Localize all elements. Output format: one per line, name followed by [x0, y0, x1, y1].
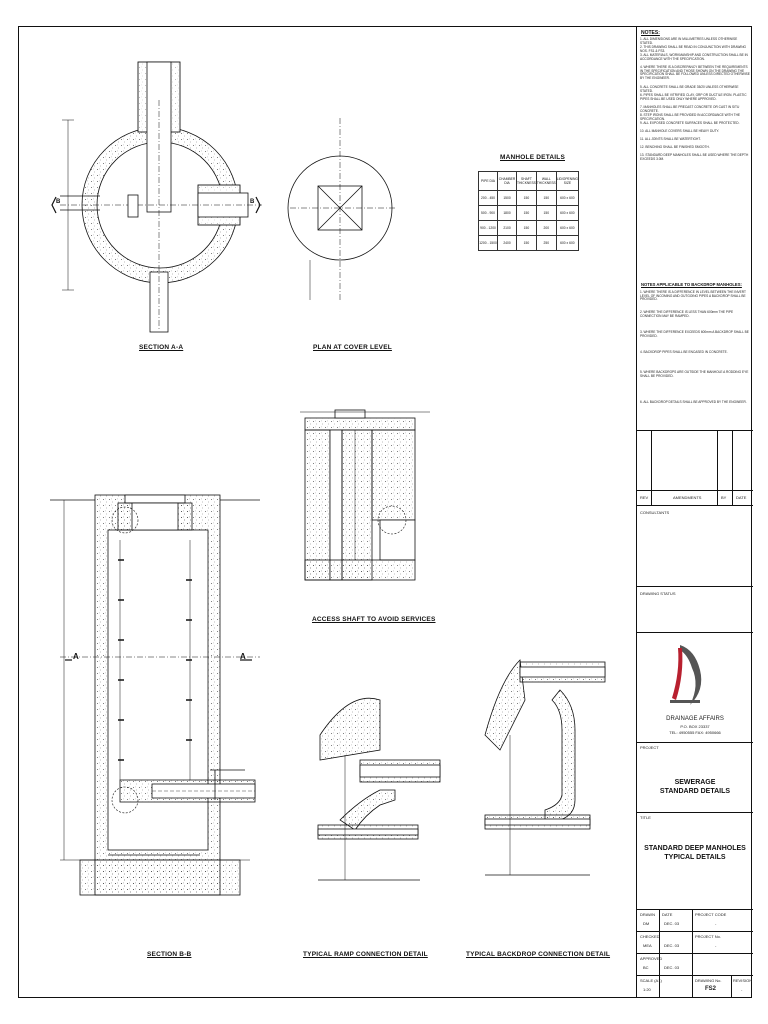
note-item: 5. ALL CONCRETE SHALL BE GRADE 35/20 UNLESS OTHERWISE STATED.: [640, 85, 739, 93]
backdrop-detail-label: TYPICAL BACKDROP CONNECTION DETAIL: [466, 951, 611, 958]
divider: [637, 975, 753, 976]
divider: [637, 505, 753, 506]
divider: [692, 909, 693, 998]
checked-label: CHECKED: [640, 934, 660, 939]
divider: [732, 430, 733, 505]
plan-cover-label: PLAN AT COVER LEVEL: [313, 344, 392, 351]
amendments-header: AMENDMENTS: [673, 495, 702, 500]
divider: [651, 430, 652, 505]
divider: [637, 742, 753, 743]
table-cell: 500 - 900: [479, 206, 498, 221]
divider: [637, 586, 753, 587]
po-box: P.O. BOX 23337: [680, 724, 710, 729]
access-shaft-drawing: [300, 410, 430, 580]
ramp-detail-label: TYPICAL RAMP CONNECTION DETAIL: [303, 951, 428, 958]
note-item: 4. WHERE THERE IS A DISCREPANCY BETWEEN THE REQUIREMENTS IN THE SPECIFICATION AND THOSE SHOWN ON THE DRAWING THE SPECIFICATION SHALL BE FOLLOWED UNLESS DIRECTED OTHERWISE BY THE ENGINEER.: [640, 65, 750, 81]
table-cell: 150: [517, 206, 537, 221]
backdrop-notes-title: NOTES APPLICABLE TO BACKDROP MANHOLES:: [641, 282, 742, 287]
note-item: 2. THIS DRAWING SHALL BE READ IN CONJUNCTION WITH DRAWING NOS. FS1 & FS3.: [640, 45, 747, 53]
divider: [637, 490, 753, 491]
backdrop-note-item: 2. WHERE THE DIFFERENCE IS LESS THAN 600mm THE PIPE CONNECTION MAY BE RAMPED.: [640, 310, 734, 318]
section-marker-a-right: A: [240, 652, 246, 661]
backdrop-note-item: 3. WHERE THE DIFFERENCE EXCEEDS 600mm A BACKDROP SHALL BE PROVIDED.: [640, 330, 749, 338]
date-header: DATE: [736, 495, 747, 500]
table-cell: 1800: [498, 206, 517, 221]
table-cell: 600 x 600: [556, 206, 578, 221]
section-bb-drawing: [50, 495, 260, 895]
by-header: BY: [721, 495, 727, 500]
table-cell: 150: [517, 221, 537, 236]
consultants-label: CONSULTANTS: [640, 510, 670, 515]
project-line1: SEWERAGE: [674, 779, 716, 786]
table-cell: 1200 - 1500: [479, 236, 498, 251]
note-item: 10. ALL MANHOLE COVERS SHALL BE HEAVY DUTY.: [640, 129, 720, 133]
divider: [717, 430, 718, 505]
revision-value: -: [741, 987, 743, 992]
table-row: [479, 221, 579, 236]
divider: [637, 953, 753, 954]
divider: [731, 975, 732, 998]
section-marker-a-left: A: [73, 652, 79, 661]
table-cell: 250: [536, 236, 556, 251]
table-header-cell: WALL THICKNESS: [536, 172, 556, 191]
ramp-connection-drawing: [318, 698, 440, 880]
table-header-cell: PIPE DIA: [479, 172, 498, 191]
project-line2: STANDARD DETAILS: [659, 788, 731, 795]
drawing-no-label: DRAWING No.: [695, 978, 722, 983]
title-line2: TYPICAL DETAILS: [664, 854, 726, 861]
note-item: 9. ALL EXPOSED CONCRETE SURFACES SHALL BE PROTECTED.: [640, 121, 740, 125]
table-cell: 600 x 600: [556, 236, 578, 251]
note-item: 13. STANDARD DEEP MANHOLES SHALL BE USED WHERE THE DEPTH EXCEEDS 3.0M.: [640, 153, 749, 161]
table-row: [479, 236, 579, 251]
table-cell: 200 - 450: [479, 191, 498, 206]
project-no-label: PROJECT No.: [695, 934, 721, 939]
table-cell: 600 x 600: [556, 191, 578, 206]
approved-label: APPROVED: [640, 956, 663, 961]
section-marker-b-left: B: [56, 199, 61, 205]
note-item: 11. ALL JOINTS SHALL BE WATERTIGHT.: [640, 137, 701, 141]
revision-label: REVISION: [733, 978, 753, 983]
drawing-status-label: DRAWING STATUS: [640, 591, 676, 596]
plan-cover-drawing: [288, 118, 396, 300]
note-item: 7. MANHOLES SHALL BE PRECAST CONCRETE OR CAST IN SITU CONCRETE.: [640, 105, 740, 113]
table-cell: 150: [536, 206, 556, 221]
note-item: 8. STEP IRONS SHALL BE PROVIDED IN ACCORDANCE WITH THE SPECIFICATION.: [640, 113, 741, 121]
table-cell: 200: [536, 221, 556, 236]
rev-header: REV: [640, 495, 649, 500]
project-no-value: -: [715, 943, 717, 948]
scale-value: 1:20: [643, 987, 651, 992]
table-cell: 2400: [498, 236, 517, 251]
manhole-details-table: [478, 171, 579, 251]
scale-label: SCALE (A1): [640, 978, 662, 983]
table-header-cell: CHAMBER DIA: [498, 172, 517, 191]
section-aa-drawing: [52, 62, 262, 332]
table-row: [479, 191, 579, 206]
table-header-row: [479, 172, 579, 191]
table-cell: 1500: [498, 191, 517, 206]
project-label: PROJECT: [640, 745, 659, 750]
note-item: 12. BENCHING SHALL BE FINISHED SMOOTH.: [640, 145, 710, 149]
date-label: DATE: [662, 912, 673, 917]
date-value: DEC. 03: [664, 921, 680, 926]
table-cell: 150: [517, 236, 537, 251]
access-shaft-label: ACCESS SHAFT TO AVOID SERVICES: [312, 616, 436, 623]
manhole-details-label: MANHOLE DETAILS: [500, 154, 565, 161]
divider: [637, 931, 753, 932]
approved-value: BC: [643, 965, 649, 970]
drawn-label: DRAWN: [640, 912, 655, 917]
divider: [637, 812, 753, 813]
divider: [637, 632, 753, 633]
checked-value: MEA: [643, 943, 652, 948]
note-item: 1. ALL DIMENSIONS ARE IN MILLIMETRES UNLESS OTHERWISE STATED.: [640, 37, 738, 45]
divider: [637, 430, 753, 431]
table-row: [479, 206, 579, 221]
table-cell: 150: [536, 191, 556, 206]
title-line1: STANDARD DEEP MANHOLES: [644, 845, 746, 852]
notes-title: NOTES:: [641, 30, 660, 36]
table-header-cell: LID/OPENING SIZE: [556, 172, 578, 191]
drawing-no-value: FS2: [705, 986, 717, 992]
org-name: DRAINAGE AFFAIRS: [666, 716, 724, 722]
title-label: TITLE: [640, 815, 651, 820]
section-marker-b-right: B: [250, 199, 255, 205]
project-code-label: PROJECT CODE: [695, 912, 727, 917]
note-item: 3. ALL MATERIALS, WORKMANSHIP AND CONSTRUCTION SHALL BE IN ACCORDANCE WITH THE SPECIFICATION.: [640, 53, 748, 61]
drawn-value: DM: [643, 921, 650, 926]
table-cell: 150: [517, 191, 537, 206]
project-code-value: -: [715, 921, 717, 926]
backdrop-connection-drawing: [485, 660, 605, 875]
backdrop-note-item: 1. WHERE THERE IS A DIFFERENCE IN LEVEL BETWEEN THE INVERT LEVEL OF INCOMING AND OUTGOING PIPES A BACKDROP SHALL BE PROVIDED.: [640, 290, 746, 302]
title-block: [636, 26, 752, 998]
divider: [637, 909, 753, 910]
backdrop-note-item: 6. ALL BACKDROP DETAILS SHALL BE APPROVED BY THE ENGINEER.: [640, 400, 747, 404]
date-value: DEC. 03: [664, 943, 680, 948]
note-item: 6. PIPES SHALL BE VITRIFIED CLAY, GRP OR DUCTILE IRON. PLASTIC PIPES SHALL BE USED ONLY WHERE APPROVED.: [640, 93, 747, 101]
table-cell: 2100: [498, 221, 517, 236]
table-header-cell: SHAFT THICKNESS: [517, 172, 537, 191]
backdrop-note-item: 5. WHERE BACKDROPS ARE OUTSIDE THE MANHOLE A RODDING EYE SHALL BE PROVIDED.: [640, 370, 749, 378]
section-bb-label: SECTION B-B: [147, 951, 192, 958]
table-cell: 900 - 1200: [479, 221, 498, 236]
section-aa-label: SECTION A-A: [139, 344, 184, 351]
tel-fax: TEL: 4950555 FAX: 4950666: [669, 730, 721, 735]
divider: [659, 909, 660, 998]
table-cell: 600 x 600: [556, 221, 578, 236]
backdrop-note-item: 4. BACKDROP PIPES SHALL BE ENCASED IN CONCRETE.: [640, 350, 728, 354]
date-value: DEC. 03: [664, 965, 680, 970]
